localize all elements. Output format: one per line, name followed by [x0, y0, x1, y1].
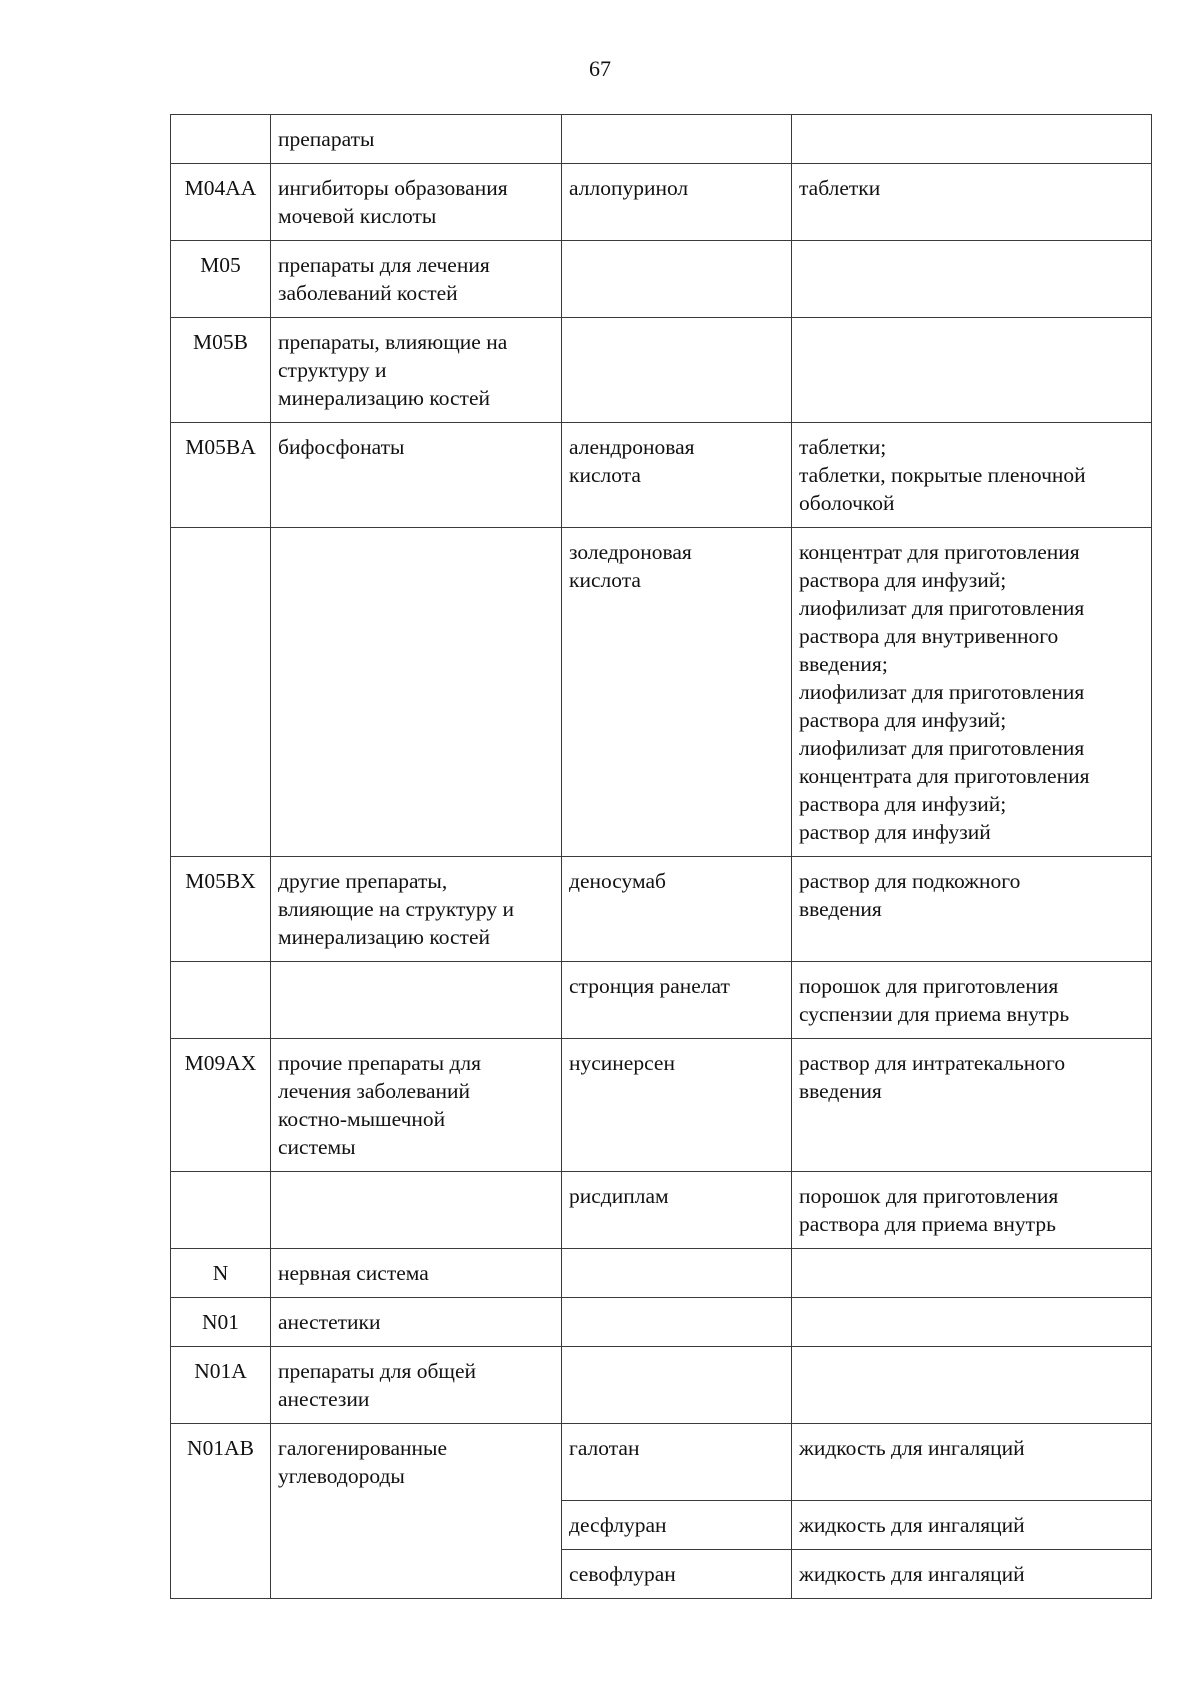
group-name-cell: анестетики	[271, 1298, 562, 1347]
drug-name-cell: золедроновая кислота	[562, 528, 792, 857]
drug-name-cell: нусинерсен	[562, 1039, 792, 1172]
dosage-form-cell	[792, 241, 1152, 318]
atc-code-cell	[171, 1500, 271, 1549]
atc-code-cell: M04AA	[171, 164, 271, 241]
table-row	[171, 1549, 1152, 1598]
atc-code-cell: M05	[171, 241, 271, 318]
drug-name-cell: аллопуринол	[562, 164, 792, 241]
table-row	[171, 1347, 1152, 1424]
group-name-cell	[271, 528, 562, 857]
group-name-cell: нервная система	[271, 1249, 562, 1298]
drug-name-cell: рисдиплам	[562, 1172, 792, 1249]
atc-code-cell	[171, 528, 271, 857]
drug-name-cell: севофлуран	[562, 1549, 792, 1598]
dosage-form-cell: порошок для приготовления раствора для приема внутрь	[792, 1172, 1152, 1249]
atc-code-cell	[171, 962, 271, 1039]
table-row	[171, 1249, 1152, 1298]
drug-name-cell	[562, 1249, 792, 1298]
dosage-form-cell	[792, 115, 1152, 164]
group-name-cell: прочие препараты для лечения заболеваний костно-мышечной системы	[271, 1039, 562, 1172]
drug-name-cell	[562, 1298, 792, 1347]
drug-name-cell: десфлуран	[562, 1500, 792, 1549]
group-name-cell	[271, 1500, 562, 1549]
drug-name-cell: алендроновая кислота	[562, 423, 792, 528]
table-row	[171, 1424, 1152, 1501]
dosage-form-cell: концентрат для приготовления раствора для инфузий; лиофилизат для приготовления раствора для внутривенного введения; лиофилизат для приготовления раствора для инфузий; лиофилизат для приготовления концентрата для приготовления раствора для инфузий; раствор для инфузий	[792, 528, 1152, 857]
dosage-form-cell: раствор для подкожного введения	[792, 857, 1152, 962]
drug-name-cell	[562, 115, 792, 164]
table-row	[171, 115, 1152, 164]
table-row	[171, 528, 1152, 857]
group-name-cell: препараты	[271, 115, 562, 164]
group-name-cell: препараты для лечения заболеваний костей	[271, 241, 562, 318]
table-row	[171, 241, 1152, 318]
atc-code-cell: N01AB	[171, 1424, 271, 1501]
table-row	[171, 423, 1152, 528]
group-name-cell	[271, 962, 562, 1039]
table-row	[171, 962, 1152, 1039]
group-name-cell	[271, 1549, 562, 1598]
dosage-form-cell: жидкость для ингаляций	[792, 1500, 1152, 1549]
drug-name-cell	[562, 1347, 792, 1424]
dosage-form-cell: таблетки; таблетки, покрытые пленочной оболочкой	[792, 423, 1152, 528]
atc-code-cell: N	[171, 1249, 271, 1298]
atc-code-cell	[171, 1172, 271, 1249]
table-row	[171, 1298, 1152, 1347]
table-row	[171, 1500, 1152, 1549]
group-name-cell: ингибиторы образования мочевой кислоты	[271, 164, 562, 241]
table-row	[171, 1039, 1152, 1172]
atc-code-cell: M05BX	[171, 857, 271, 962]
table-row	[171, 318, 1152, 423]
dosage-form-cell: жидкость для ингаляций	[792, 1549, 1152, 1598]
dosage-form-cell: раствор для интратекального введения	[792, 1039, 1152, 1172]
group-name-cell: другие препараты, влияющие на структуру и минерализацию костей	[271, 857, 562, 962]
drug-name-cell: стронция ранелат	[562, 962, 792, 1039]
table-row	[171, 857, 1152, 962]
atc-code-cell: M05BA	[171, 423, 271, 528]
drug-name-cell: деносумаб	[562, 857, 792, 962]
atc-code-cell: N01A	[171, 1347, 271, 1424]
drug-name-cell	[562, 318, 792, 423]
table-row	[171, 164, 1152, 241]
atc-code-cell: N01	[171, 1298, 271, 1347]
group-name-cell: препараты для общей анестезии	[271, 1347, 562, 1424]
atc-code-cell	[171, 1549, 271, 1598]
atc-code-cell	[171, 115, 271, 164]
group-name-cell: галогенированные углеводороды	[271, 1424, 562, 1501]
page-number: 67	[589, 56, 611, 81]
group-name-cell: препараты, влияющие на структуру и минерализацию костей	[271, 318, 562, 423]
dosage-form-cell	[792, 1249, 1152, 1298]
dosage-form-cell	[792, 1347, 1152, 1424]
atc-code-cell: M05B	[171, 318, 271, 423]
dosage-form-cell: порошок для приготовления суспензии для приема внутрь	[792, 962, 1152, 1039]
drug-table	[170, 114, 1152, 1599]
group-name-cell: бифосфонаты	[271, 423, 562, 528]
dosage-form-cell: таблетки	[792, 164, 1152, 241]
drug-name-cell	[562, 241, 792, 318]
group-name-cell	[271, 1172, 562, 1249]
dosage-form-cell	[792, 1298, 1152, 1347]
dosage-form-cell: жидкость для ингаляций	[792, 1424, 1152, 1501]
dosage-form-cell	[792, 318, 1152, 423]
atc-code-cell: M09AX	[171, 1039, 271, 1172]
table-row	[171, 1172, 1152, 1249]
drug-name-cell: галотан	[562, 1424, 792, 1501]
